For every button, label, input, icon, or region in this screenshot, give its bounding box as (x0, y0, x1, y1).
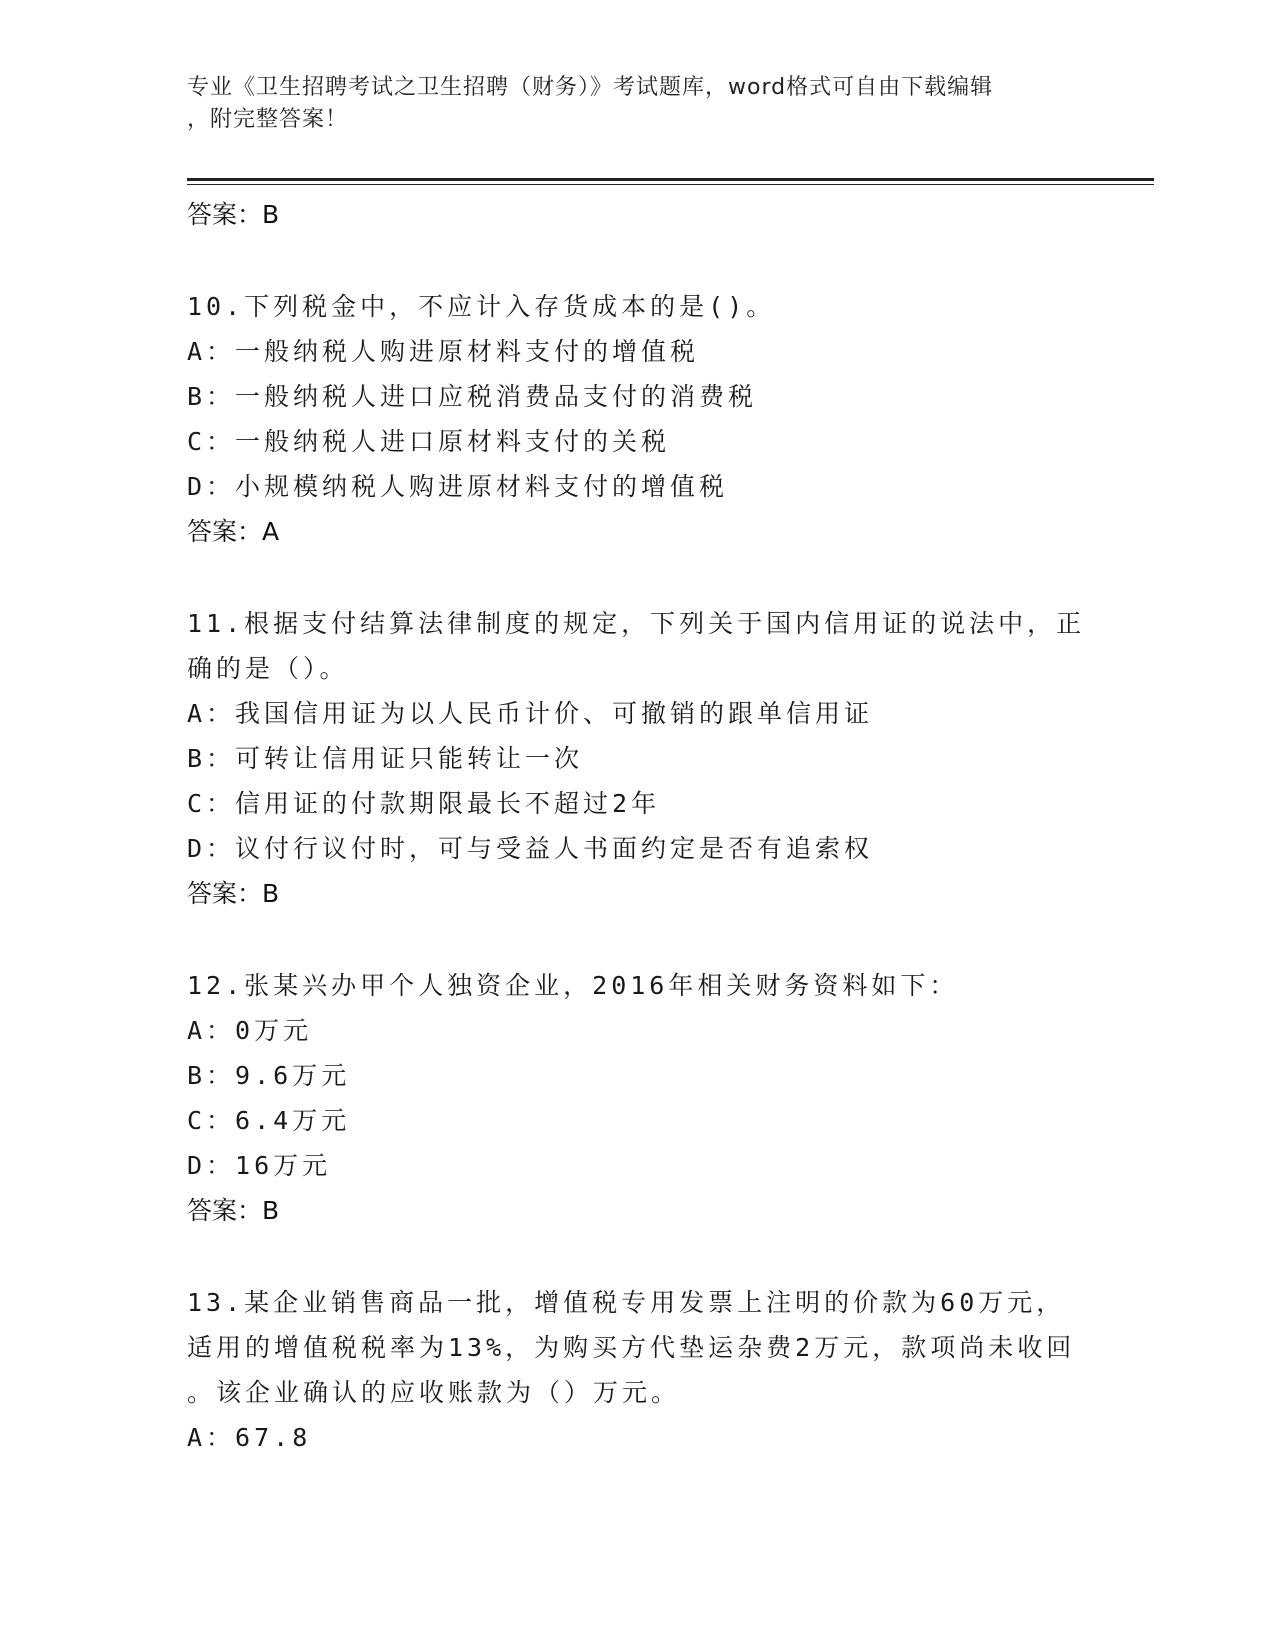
block-spacer (187, 554, 1087, 601)
block-spacer (187, 1233, 1087, 1280)
answer-label: 答案：A (187, 517, 280, 546)
question-text-continued: 。该企业确认的应收账款为（）万元。 (187, 1378, 681, 1407)
option-d: D：议付行议付时，可与受益人书面约定是否有追索权 (187, 834, 874, 863)
answer-label: 答案：B (187, 879, 280, 908)
option-b: B：可转让信用证只能转让一次 (187, 744, 584, 773)
question-block-11 (187, 601, 1087, 916)
option-a: A：我国信用证为以人民币计价、可撤销的跟单信用证 (187, 699, 874, 728)
question-text: 13.某企业销售商品一批，增值税专用发票上注明的价款为60万元， (187, 1288, 1066, 1317)
option-c: C：6.4万元 (187, 1106, 351, 1135)
question-text: 12.张某兴办甲个人独资企业，2016年相关财务资料如下： (187, 971, 959, 1000)
header-line-1: 专业《卫生招聘考试之卫生招聘（财务）》考试题库，word格式可自由下载编辑 (187, 75, 994, 100)
option-a: A：67.8 (187, 1423, 312, 1452)
option-c: C：信用证的付款期限最长不超过2年 (187, 789, 661, 818)
option-d: D：小规模纳税人购进原材料支付的增值税 (187, 472, 729, 501)
option-a: A：0万元 (187, 1016, 313, 1045)
question-block-10 (187, 284, 1087, 554)
answer-label: 答案：B (187, 200, 280, 229)
question-block-13 (187, 1280, 1087, 1460)
option-b: B：9.6万元 (187, 1061, 351, 1090)
block-spacer (187, 916, 1087, 963)
question-text-continued: 适用的增值税税率为13%，为购买方代垫运杂费2万元，款项尚未收回 (187, 1333, 1076, 1362)
header-divider-thick (187, 178, 1154, 181)
header-line-2: ，附完整答案！ (187, 107, 349, 132)
block-spacer (187, 237, 1087, 284)
option-b: B：一般纳税人进口应税消费品支付的消费税 (187, 382, 758, 411)
answer-label: 答案：B (187, 1196, 280, 1225)
option-d: D：16万元 (187, 1151, 332, 1180)
option-a: A：一般纳税人购进原材料支付的增值税 (187, 337, 700, 366)
question-text-continued: 确的是（）。 (187, 654, 349, 683)
header-divider-thin (187, 184, 1154, 185)
document-body (187, 192, 1087, 1460)
option-c: C：一般纳税人进口原材料支付的关税 (187, 427, 671, 456)
question-text: 10.下列税金中，不应计入存货成本的是()。 (187, 292, 776, 321)
document-header (187, 72, 1067, 136)
question-block-12 (187, 963, 1087, 1233)
question-text: 11.根据支付结算法律制度的规定，下列关于国内信用证的说法中，正 (187, 609, 1086, 638)
